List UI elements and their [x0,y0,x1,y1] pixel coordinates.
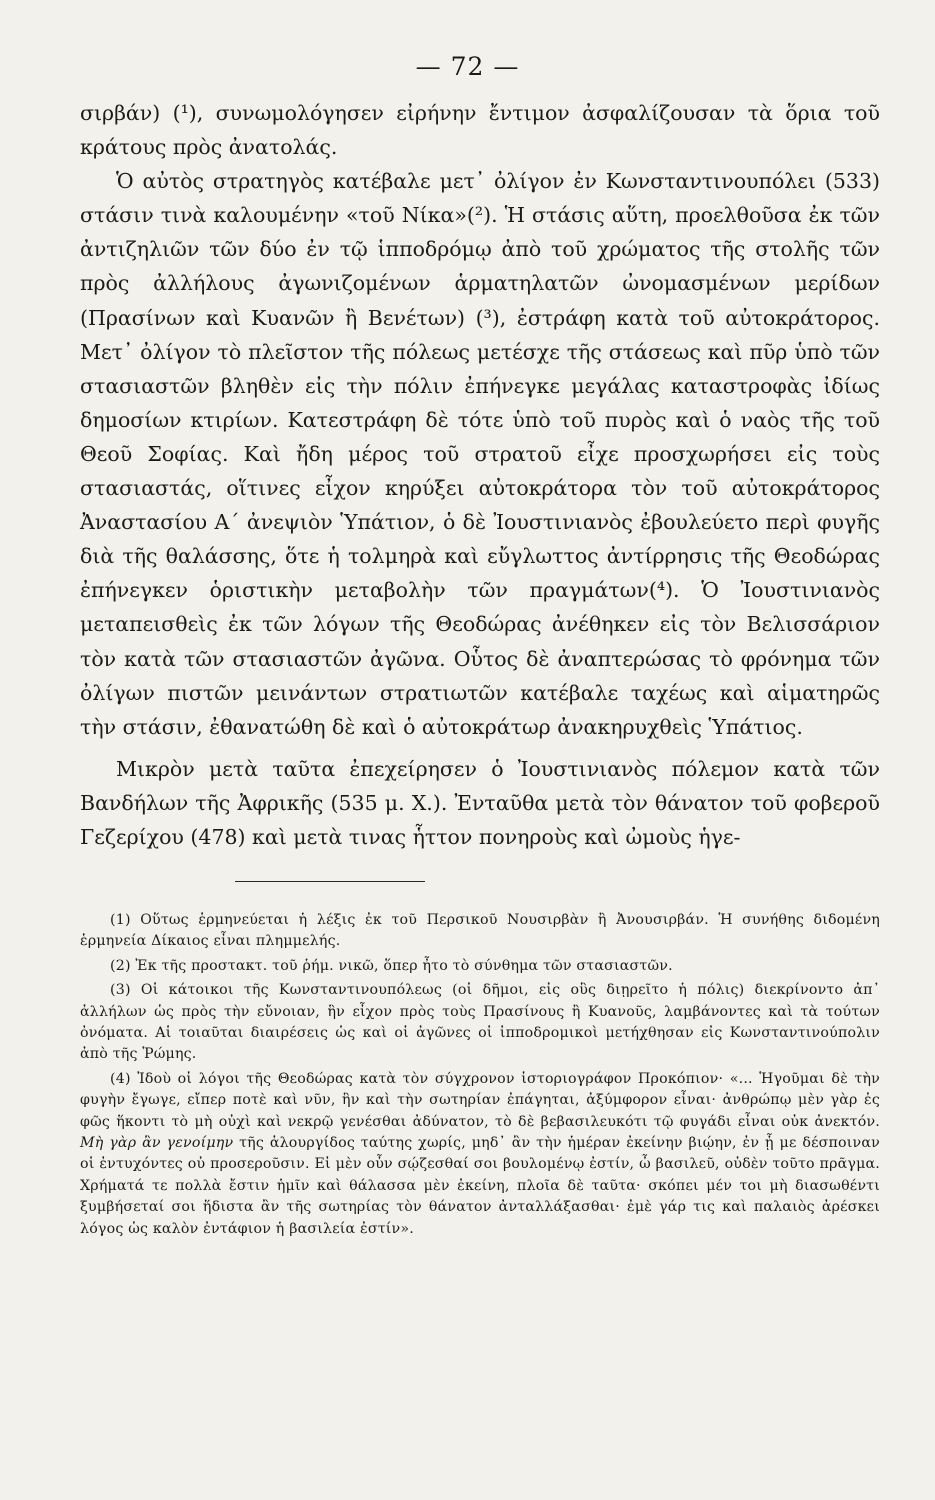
footnote-4-part-2: τῆς ἁλουργίδος ταύτης χωρίς, μηδ᾽ ἂν τὴν ἡμέραν ἐκείνην βιῴην, ἐν ᾗ με δέσποιναν οἱ ἐντυχόντες οὐ προσεροῦσιν. Εἰ μὲν οὖν σῴζεσθαί σοι βουλομένῳ ἐστίν, ὦ βασιλεῦ, οὐδὲν τοῦτο πρᾶγμα. Χρήματά τε πολλὰ ἔστιν ἡμῖν καὶ θάλασσα μὲν ἐκείνη, πλοῖα δὲ ταῦτα· σκόπει μέν τοι μὴ διασωθέντι ξυμβήσεταί σοι ἥδιστα ἂν τῆς σωτηρίας τὸν θάνατον ἀνταλλάξασθαι· ἐμὲ γάρ τις καὶ παλαιὸς ἀρέσκει λόγος ὡς καλὸν ἐντάφιον ἡ βασιλεία ἐστίν». [80,1135,880,1237]
paragraph-2: Ὁ αὐτὸς στρατηγὸς κατέβαλε μετ᾽ ὀλίγον ἐν Κωνσταντινουπόλει (533) στάσιν τινὰ καλουμένην «τοῦ Νίκα»(²). Ἡ στάσις αὕτη, προελθοῦσα ἐκ τῶν ἀντιζηλιῶν τῶν δύο ἐν τῷ ἱπποδρόμῳ ἀπὸ τοῦ χρώματος τῆς στολῆς τῶν πρὸς ἀλλήλους ἀγωνιζομένων ἁρματηλατῶν ὠνομασμένων μερίδων (Πρασίνων καὶ Κυανῶν ἢ Βενέτων) (³), ἐστράφη κατὰ τοῦ αὐτοκράτορος. Μετ᾽ ὀλίγον τὸ πλεῖστον τῆς πόλεως μετέσχε τῆς στάσεως καὶ πῦρ ὑπὸ τῶν στασιαστῶν βληθὲν εἰς τὴν πόλιν ἐπήνεγκε μεγάλας καταστροφὰς ἰδίως δημοσίων κτιρίων. Κατεστράφη δὲ τότε ὑπὸ τοῦ πυρὸς καὶ ὁ ναὸς τῆς τοῦ Θεοῦ Σοφίας. Καὶ ἤδη μέρος τοῦ στρατοῦ εἶχε προσχωρήσει εἰς τοὺς στασιαστάς, οἵτινες εἶχον κηρύξει αὐτοκράτορα τὸν τοῦ αὐτοκράτορος Ἀναστασίου Α´ ἀνεψιὸν Ὑπάτιον, ὁ δὲ Ἰουστινιανὸς ἐβουλεύετο περὶ φυγῆς διὰ τῆς θαλάσσης, ὅτε ἡ τολμηρὰ καὶ εὔγλωττος ἀντίρρησις τῆς Θεοδώρας ἐπήνεγκεν ὁριστικὴν μεταβολὴν τῶν πραγμάτων(⁴). Ὁ Ἰουστινιανὸς μεταπεισθεὶς ἐκ τῶν λόγων τῆς Θεοδώρας ἀνέθηκεν εἰς τὸν Βελισσάριον τὸν κατὰ τῶν στασιαστῶν ἀγῶνα. Οὗτος δὲ ἀναπτερώσας τὸ φρόνημα τῶν ὀλίγων πιστῶν μεινάντων στρατιωτῶν κατέβαλε ταχέως καὶ αἱματηρῶς τὴν στάσιν, ἐθανατώθη δὲ καὶ ὁ αὐτοκράτωρ ἀνακηρυχθεὶς Ὑπάτιος. [80,169,880,739]
paragraph-3: Μικρὸν μετὰ ταῦτα ἐπεχείρησεν ὁ Ἰουστινιανὸς πόλεμον κατὰ τῶν Βανδήλων τῆς Ἀφρικῆς (535 μ. Χ.). Ἐνταῦθα μετὰ τὸν θάνατον τοῦ φοβεροῦ Γεζερίχου (478) καὶ μετὰ τινας ἧττον πονηροὺς καὶ ὠμοὺς ἡγε- [80,756,880,849]
footnote-4-italic: Μὴ γὰρ ἂν γενοίμην [80,1135,234,1152]
footnote-1: (1) Οὕτως ἑρμηνεύεται ἡ λέξις ἐκ τοῦ Περσικοῦ Νουσιρβὰν ἢ Ἀνουσιρβάν. Ἡ συνήθης διδομένη ἑρμηνεία Δίκαιος εἶναι πλημμελής. [80,912,880,950]
footnote-2: (2) Ἐκ τῆς προστακτ. τοῦ ῥήμ. νικῶ, ὅπερ ἦτο τὸ σύνθημα τῶν στασιαστῶν. [110,957,673,974]
paragraph-1: σιρβάν) (¹), συνωμολόγησεν εἰρήνην ἔντιμον ἀσφαλίζουσαν τὰ ὅρια τοῦ κράτους πρὸς ἀνατολάς. [80,101,880,160]
page-number: — 72 — [415,52,520,81]
footnote-4-part-1: (4) Ἰδοὺ οἱ λόγοι τῆς Θεοδώρας κατὰ τὸν σύγχρονον ἱστοριογράφον Προκόπιον· «... Ἡγοῦμαι δὲ τὴν φυγὴν ἔγωγε, εἴπερ ποτὲ καὶ νῦν, ἣν καὶ τὴν σωτηρίαν ἐπάγηται, ἀξύμφορον εἶναι· ἀνθρώπῳ μὲν γὰρ ἐς φῶς ἥκοντι τὸ μὴ οὐχὶ καὶ νεκρῷ γενέσθαι ἀδύνατον, τὸ δὲ βεβασιλευκότι τῷ φυγάδι εἶναι οὐκ ἀνεκτόν. [80,1070,880,1130]
footnote-4 [80,1069,880,1240]
footnote-divider [235,881,425,882]
footnote-3: (3) Οἱ κάτοικοι τῆς Κωνσταντινουπόλεως (οἱ δῆμοι, εἰς οὓς διῃρεῖτο ἡ πόλις) διεκρίνοντο ἀπ᾽ ἀλλήλων ὡς πρὸς τὴν εὔνοιαν, ἣν εἶχον πρὸς τοὺς Πρασίνους ἢ Κυανοῦς, λαμβάνοντες καὶ τὰ τούτων ὀνόματα. Αἱ τοιαῦται διαιρέσεις ὡς καὶ οἱ ἀγῶνες οἱ ἱπποδρομικοὶ μετήχθησαν εἰς Κωνσταντινούπολιν ἀπὸ τῆς Ῥώμης. [80,982,880,1063]
footnotes [80,910,880,1240]
main-text [80,96,880,854]
